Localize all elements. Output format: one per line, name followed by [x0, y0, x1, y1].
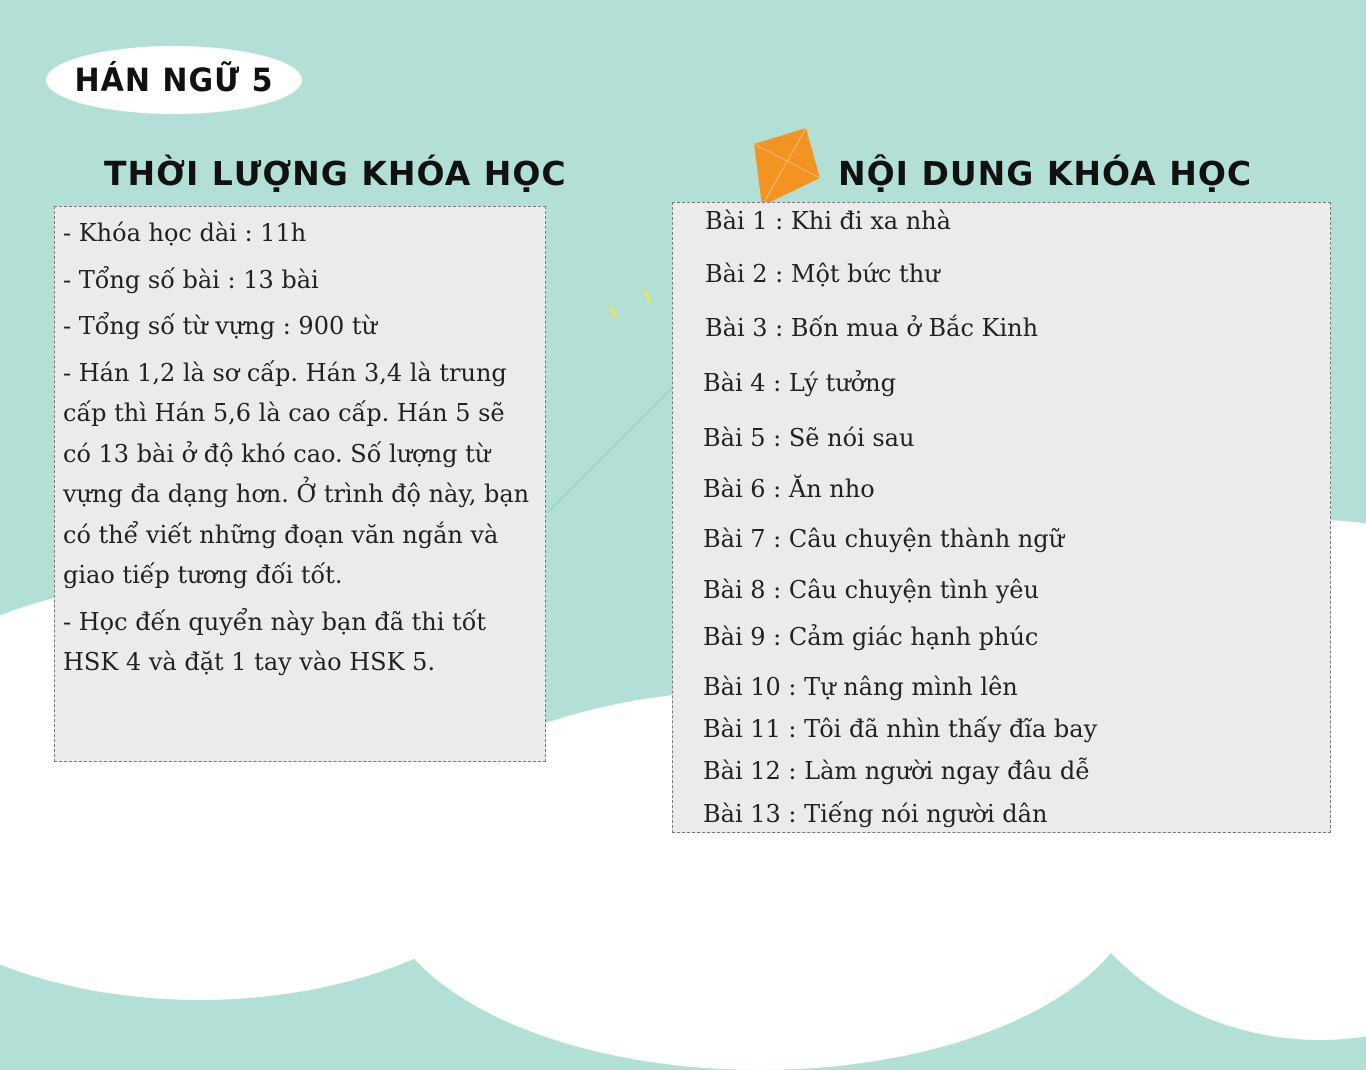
lesson-item-1: Bài 1 : Khi đi xa nhà: [705, 207, 951, 235]
duration-details: [55, 207, 545, 683]
lesson-item-8: Bài 8 : Câu chuyện tình yêu: [703, 576, 1039, 604]
duration-line-5: - Học đến quyển này bạn đã thi tốt HSK 4 và đặt 1 tay vào HSK 5.: [63, 607, 487, 676]
duration-line-1: - Khóa học dài : 11h: [63, 219, 307, 247]
duration-line-4: - Hán 1,2 là sơ cấp. Hán 3,4 là trung cấp thì Hán 5,6 là cao cấp. Hán 5 sẽ có 13 bài ở độ khó cao. Số lượng từ vựng đa dạng hơn. Ở trình độ này, bạn có thể viết những đoạn văn ngắn và giao tiếp tương đối tốt.: [63, 358, 530, 589]
lessons-panel: [672, 202, 1331, 833]
duration-heading: THỜI LƯỢNG KHÓA HỌC: [104, 154, 567, 193]
content-heading: NỘI DUNG KHÓA HỌC: [838, 154, 1253, 193]
duration-line-3: - Tổng số từ vựng : 900 từ: [63, 312, 377, 340]
lesson-item-6: Bài 6 : Ăn nho: [703, 475, 875, 503]
lesson-item-11: Bài 11 : Tôi đã nhìn thấy đĩa bay: [703, 715, 1098, 743]
course-title-badge: [46, 46, 302, 114]
lesson-item-13: Bài 13 : Tiếng nói người dân: [703, 800, 1048, 828]
duration-panel: [54, 206, 546, 762]
lesson-item-3: Bài 3 : Bốn mua ở Bắc Kinh: [705, 314, 1039, 342]
lesson-item-4: Bài 4 : Lý tưởng: [703, 369, 896, 397]
lesson-item-12: Bài 12 : Làm người ngay đâu dễ: [703, 757, 1090, 785]
lesson-item-7: Bài 7 : Câu chuyện thành ngữ: [703, 525, 1065, 553]
lesson-item-2: Bài 2 : Một bức thư: [705, 260, 940, 288]
kite-icon: [750, 128, 822, 208]
duration-line-2: - Tổng số bài : 13 bài: [63, 265, 319, 294]
lesson-item-10: Bài 10 : Tự nâng mình lên: [703, 673, 1018, 701]
lesson-item-9: Bài 9 : Cảm giác hạnh phúc: [703, 623, 1039, 651]
lesson-item-5: Bài 5 : Sẽ nói sau: [703, 424, 915, 452]
course-title: HÁN NGỮ 5: [74, 61, 274, 99]
